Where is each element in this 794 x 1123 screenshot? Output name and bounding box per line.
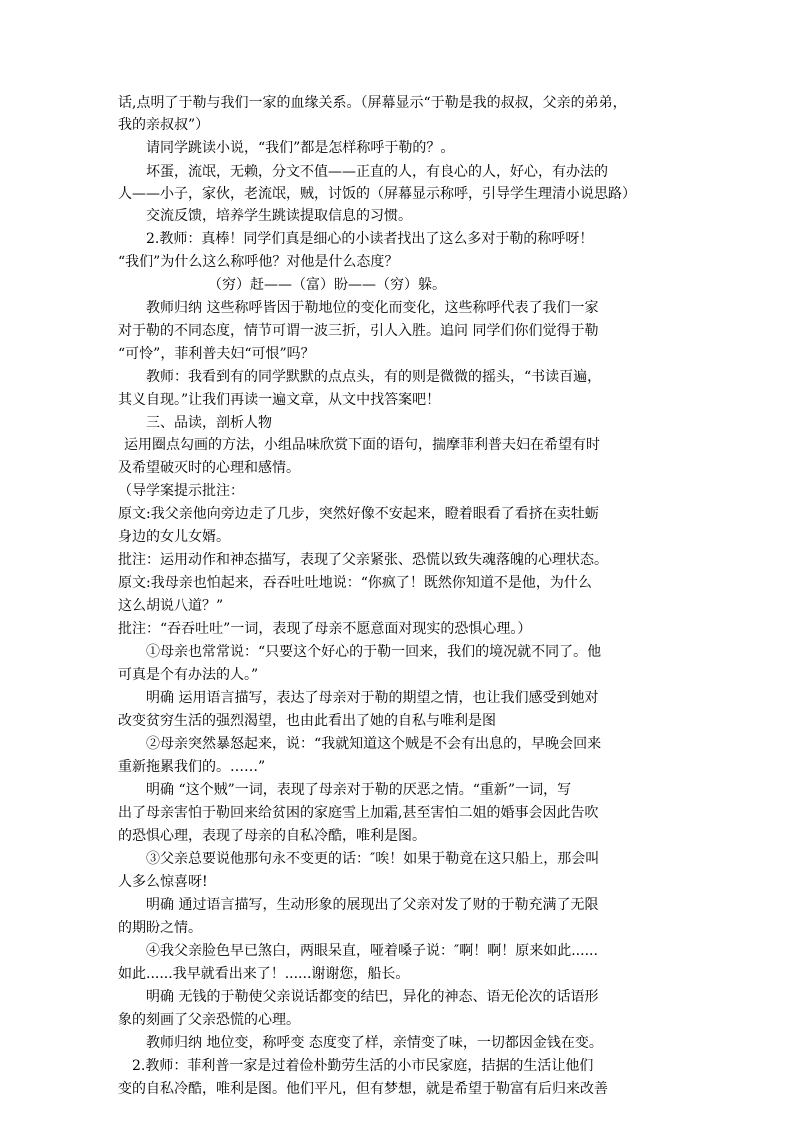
text-line: 出了母亲害怕于勒回来给贫困的家庭雪上加霜,甚至害怕二姐的婚事会因此告吹 — [118, 805, 599, 821]
text-line: 运用圈点勾画的方法，小组品味欣赏下面的语句，揣摩菲利普夫妇在希望有时 — [124, 437, 600, 453]
text-line: 身边的女儿女婿。 — [118, 529, 230, 545]
text-line: 对于勒的不同态度，情节可谓一波三折，引人入胜。追问 同学们你们觉得于勒 — [118, 323, 599, 339]
text-line: 教师：我看到有的同学默默的点点头，有的则是微微的摇头，“书读百遍， — [146, 369, 602, 385]
text-line: 教师归纳 这些称呼皆因于勒地位的变化而变化，这些称呼代表了我们一家 — [146, 300, 599, 316]
text-line: 明确 无钱的于勒使父亲说话都变的结巴，异化的神态、语无伦次的话语形 — [146, 989, 599, 1005]
text-line: 坏蛋，流氓，无赖，分文不值——正直的人，有良心的人，好心，有办法的 — [146, 164, 608, 180]
text-line: ③父亲总要说他那句永不变更的话：″唉！如果于勒竟在这只船上，那会叫 — [146, 851, 600, 867]
text-line: 批注：“吞吞吐吐”一词，表现了母亲不愿意面对现实的恐惧心理。） — [118, 621, 532, 637]
text-line: 可真是个有办法的人。” — [118, 667, 259, 683]
text-line: 原文:我父亲他向旁边走了几步，突然好像不安起来，瞪着眼看了看挤在卖牡蛎 — [118, 506, 599, 522]
text-line: 改变贫穷生活的强烈渴望，也由此看出了她的自私与唯利是图 — [118, 713, 496, 729]
text-line: 交流反馈，培养学生跳读提取信息的习惯。 — [146, 208, 412, 224]
text-line: 明确 “这个贼”一词，表现了母亲对于勒的厌恶之情。“重新”一词，写 — [146, 782, 572, 798]
text-line: 话,点明了于勒与我们一家的血缘关系。（屏幕显示“于勒是我的叔叔，父亲的弟弟， — [118, 95, 627, 111]
text-line: 明确 通过语言描写，生动形象的展现出了父亲对发了财的于勒充满了无限 — [146, 897, 599, 913]
text-line: 人——小子，家伙，老流氓，贼，讨饭的（屏幕显示称呼，引导学生理清小说思路） — [118, 186, 636, 202]
text-line: ①母亲也常常说：“只要这个好心的于勒一回来，我们的境况就不同了。他 — [146, 644, 602, 660]
text-line: “我们”为什么这么称呼他？对他是什么态度？ — [118, 254, 399, 270]
text-line: 2.教师：真棒！同学们真是细心的小读者找出了这么多对于勒的称呼呀！ — [146, 231, 594, 247]
text-line: （导学案提示批注： — [118, 483, 244, 499]
text-line: 重新拖累我们的。……” — [118, 759, 266, 775]
text-line: 这么胡说八道？” — [118, 598, 224, 614]
text-line: 象的刻画了父亲恐慌的心理。 — [118, 1012, 300, 1028]
text-line: 原文:我母亲也怕起来，吞吞吐吐地说：“你疯了！既然你知道不是他，为什么 — [118, 575, 592, 591]
text-line: 明确 运用语言描写，表达了母亲对于勒的期望之情，也让我们感受到她对 — [146, 690, 599, 706]
text-line: 批注：运用动作和神态描写，表现了父亲紧张、恐慌以致失魂落魄的心理状态。 — [118, 552, 608, 568]
text-line: 教师归纳 地位变，称呼变 态度变了样，亲情变了味，一切都因金钱在变。 — [146, 1035, 603, 1051]
text-line: 的恐惧心理，表现了母亲的自私冷酷，唯利是图。 — [118, 828, 426, 844]
text-line: 及希望破灭时的心理和感情。 — [118, 460, 300, 476]
text-line: 的期盼之情。 — [118, 920, 202, 936]
text-line: 请同学跳读小说，“我们”都是怎样称呼于勒的？。 — [146, 140, 455, 156]
text-line: ④我父亲脸色早已煞白，两眼呆直，哑着嗓子说：″啊！啊！原来如此...... — [146, 943, 598, 959]
section-heading: 三、品读，剖析人物 — [146, 415, 272, 431]
text-line: 2.教师：菲利普一家是过着俭朴勤劳生活的小市民家庭，拮据的生活让他们 — [132, 1058, 594, 1074]
text-line: 其义自现。”让我们再读一遍文章，从文中找答案吧！ — [118, 392, 441, 408]
text-line: 我的亲叔叔”） — [118, 117, 210, 133]
text-line: 变的自私冷酷，唯利是图。他们平凡，但有梦想，就是希望于勒富有后归来改善 — [118, 1081, 608, 1097]
text-line: 人多么惊喜呀! — [118, 874, 208, 890]
text-line: ②母亲突然暴怒起来，说：“我就知道这个贼是不会有出息的，早晚会回来 — [146, 736, 602, 752]
text-line: （穷）赶——（富）盼——（穷）躲。 — [208, 277, 446, 293]
text-line: “可怜”，菲利普夫妇“可恨”吗？ — [118, 346, 315, 362]
text-line: 如此......我早就看出来了！......谢谢您，船长。 — [118, 966, 410, 982]
